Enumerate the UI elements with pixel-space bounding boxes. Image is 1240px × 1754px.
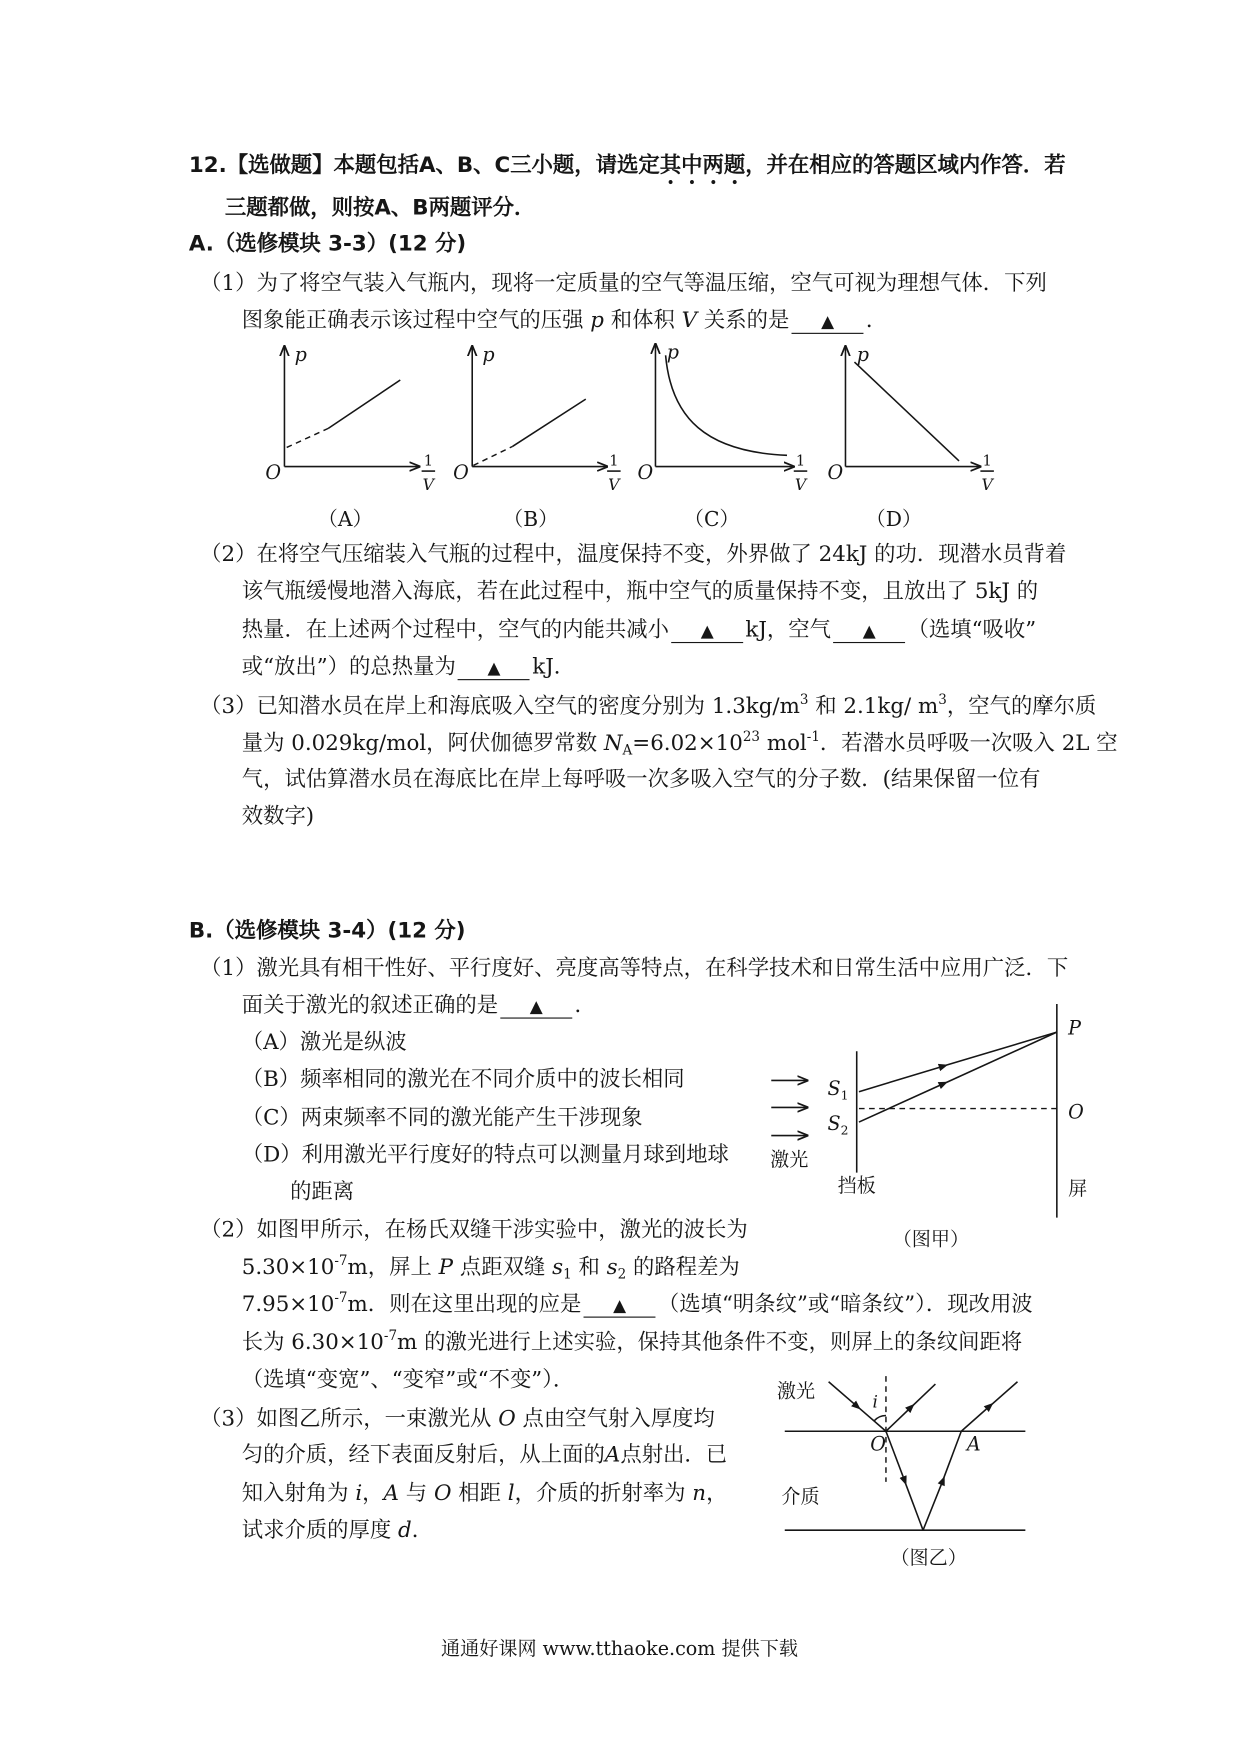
text-run: 匀的介质，经下表面反射后，从上面的 — [241, 1442, 605, 1468]
math-symbol: O — [498, 1406, 516, 1432]
ray-s1-to-p — [942, 1032, 1057, 1066]
math-symbol: s — [552, 1254, 564, 1280]
text-run: mol — [760, 730, 807, 756]
origin-label: O — [637, 460, 654, 484]
slit-1-letter: S — [827, 1077, 841, 1101]
math-symbol: p — [590, 308, 604, 333]
text-run: A.（选修模块 3-3）(12 分) — [188, 231, 467, 257]
superscript: 23 — [742, 728, 761, 745]
ray-s2-to-p — [859, 1083, 944, 1122]
text-run: （选填“明条纹”或“暗条纹”）．现改用波 — [657, 1291, 1033, 1317]
text-run: ． — [865, 308, 888, 333]
text-run: ． — [574, 992, 596, 1018]
refracted-ray — [904, 1481, 923, 1530]
text-run: 气，试估算潜水员在海底比在岸上每呼吸一次多吸入空气的分子数．(结果保留一位有 — [241, 766, 1041, 792]
math-symbol: s — [606, 1254, 618, 1280]
figure-caption: （图乙） — [890, 1545, 967, 1569]
text-run: 和体积 — [603, 308, 682, 333]
superscript: 3 — [799, 691, 809, 708]
math-symbol: A — [383, 1480, 399, 1506]
text-run: 知入射角为 — [241, 1480, 356, 1506]
slit-2-letter: S — [827, 1111, 841, 1135]
text-run: kJ． — [532, 654, 576, 680]
text-run: =6.02×10 — [632, 730, 743, 756]
math-symbol: V — [681, 308, 698, 333]
text-run: （2）如图甲所示，在杨氏双缝干涉实验中，激光的波长为 — [200, 1217, 748, 1243]
text-run: 点距双缝 — [453, 1254, 553, 1280]
graph-a — [265, 343, 435, 531]
text-run: 7.95×10 — [241, 1291, 335, 1317]
incident-ray — [829, 1382, 858, 1407]
refracted-ray — [886, 1431, 905, 1482]
origin-label: O — [827, 460, 844, 484]
superscript: -7 — [334, 1289, 348, 1306]
math-symbol: d — [398, 1517, 412, 1543]
text-run: 热量．在上述两个过程中，空气的内能共减小 — [241, 617, 669, 642]
point-o-label: O — [870, 1432, 886, 1456]
text-run: （A）激光是纵波 — [241, 1029, 407, 1055]
math-symbol: n — [692, 1480, 707, 1506]
ray-s1-to-p — [859, 1066, 944, 1092]
superscript: 3 — [938, 691, 947, 708]
text-run: 试求介质的厚度 — [241, 1517, 399, 1543]
superscript: -1 — [806, 728, 820, 745]
subscript: A — [622, 742, 633, 758]
y-axis-label: p — [294, 342, 307, 366]
text-run: ，空气的摩尔质 — [946, 693, 1097, 719]
math-symbol: i — [355, 1480, 363, 1506]
angle-label: i — [872, 1391, 878, 1412]
text-run: （1）激光具有相干性好、平行度好、亮度高等特点，在科学技术和日常生活中应用广泛．下 — [200, 955, 1069, 981]
text-run: ，介质的折射率为 — [514, 1480, 693, 1506]
figure-double-slit — [770, 1004, 1087, 1251]
reflected-ray — [886, 1406, 912, 1431]
text-run: 三题都做，则按A、B两题评分． — [224, 195, 536, 221]
graph-caption: （D） — [865, 507, 923, 532]
figure-caption: （图甲） — [892, 1227, 970, 1251]
text-run: 5.30×10 — [241, 1254, 335, 1280]
graph-caption: （B） — [503, 507, 559, 532]
text-run: 长为 6.30×10 — [241, 1330, 384, 1355]
dashed-extension — [473, 446, 512, 465]
text-run: ，并在相应的答题区域内作答．若 — [745, 152, 1066, 178]
math-symbol: N — [603, 730, 623, 756]
text-run: （选填“吸收” — [907, 617, 1037, 642]
text-run: m．则在这里出现的应是 — [347, 1291, 582, 1317]
incident-ray — [857, 1406, 886, 1431]
ray-s2-to-p — [942, 1032, 1057, 1084]
medium-label: 介质 — [781, 1485, 820, 1509]
superscript: -7 — [334, 1252, 348, 1269]
text-run: 和 2.1kg/ m — [808, 693, 939, 719]
text-run: （C）两束频率不同的激光能产生干涉现象 — [241, 1105, 643, 1130]
answer-blank: ▲ — [833, 619, 905, 643]
figure-medium-reflection — [777, 1376, 1025, 1569]
graph-c — [637, 341, 807, 532]
text-run: （2）在将空气压缩装入气瓶的过程中，温度保持不变，外界做了 24kJ 的功．现潜水员背着 — [200, 541, 1067, 567]
text-run: （D）利用激光平行度好的特点可以测量月球到地球 — [241, 1142, 729, 1168]
x-axis-label-numerator: 1 — [609, 452, 619, 470]
y-axis-label: p — [856, 342, 869, 366]
x-axis-label-denominator: V — [422, 475, 435, 495]
dashed-extension — [287, 428, 329, 447]
text-run: （1）为了将空气装入气瓶内，现将一定质量的空气等温压缩，空气可视为理想气体．下列 — [200, 270, 1047, 296]
graph-line — [328, 380, 400, 428]
text-run: 相距 — [451, 1480, 508, 1506]
subscript: 1 — [563, 1265, 572, 1282]
subscript: 2 — [617, 1265, 627, 1282]
origin-label: O — [265, 460, 282, 484]
math-symbol: l — [507, 1480, 515, 1506]
x-axis-label-denominator: V — [794, 475, 807, 495]
text-run: ．若潜水员呼吸一次吸入 2L 空 — [819, 730, 1118, 756]
text-run: 与 — [398, 1480, 434, 1506]
text-run: ． — [411, 1517, 434, 1543]
graph-line — [854, 362, 959, 461]
text-run: 或“放出”）的总热量为 — [241, 654, 456, 680]
bottom-reflected-ray — [943, 1431, 962, 1480]
origin-label: O — [453, 460, 469, 484]
graph-caption: （C） — [683, 507, 740, 532]
y-axis-label: p — [666, 340, 679, 364]
angle-arc — [874, 1415, 886, 1420]
text-run: 效数字) — [241, 803, 315, 829]
text-run: 的距离 — [290, 1179, 355, 1205]
text-run: （B）频率相同的激光在不同介质中的波长相同 — [241, 1066, 685, 1092]
answer-blank: ▲ — [500, 995, 572, 1019]
reflected-ray — [911, 1384, 936, 1408]
graph-curve — [666, 355, 787, 455]
x-axis-label-denominator: V — [981, 475, 993, 495]
text-run: （选填“变宽”、“变窄”或“不变”）． — [241, 1367, 575, 1392]
superscript: -7 — [383, 1327, 398, 1344]
text-run: ， — [706, 1480, 728, 1506]
x-axis-label-denominator: V — [608, 475, 620, 495]
math-symbol: P — [438, 1254, 454, 1280]
graph-line — [513, 399, 586, 446]
answer-blank: ▲ — [792, 310, 864, 334]
laser-label: 激光 — [776, 1379, 816, 1403]
y-axis-label: p — [482, 342, 495, 366]
text-run: 量为 0.029kg/mol，阿伏伽德罗常数 — [241, 730, 604, 756]
exit-ray — [961, 1405, 990, 1431]
text-run: 和 — [571, 1254, 607, 1280]
text-run: 的路程差为 — [626, 1254, 740, 1280]
text-run: 该气瓶缓慢地潜入海底，若在此过程中，瓶中空气的质量保持不变，且放出了 5kJ 的 — [241, 579, 1039, 604]
math-symbol: O — [433, 1480, 452, 1506]
text-run: 面关于激光的叙述正确的是 — [241, 992, 499, 1018]
screen-label: 屏 — [1068, 1177, 1088, 1201]
text-run: ， — [362, 1480, 384, 1506]
text-run: 点由空气射入厚度均 — [515, 1406, 715, 1432]
text-run: （3）已知潜水员在岸上和海底吸入空气的密度分别为 1.3kg/m — [200, 693, 800, 719]
text-run: kJ，空气 — [745, 617, 832, 642]
slit-1-label — [827, 1077, 848, 1102]
barrier-label: 挡板 — [837, 1173, 876, 1197]
page-footer: 通通好课网 www.tthaoke.com 提供下载 — [441, 1638, 798, 1661]
text-run: m 的激光进行上述实验，保持其他条件不变，则屏上的条纹间距将 — [397, 1330, 1023, 1355]
graph-d — [827, 343, 994, 531]
slit-2-label — [827, 1112, 848, 1137]
graph-b — [453, 343, 621, 531]
laser-label: 激光 — [770, 1147, 809, 1171]
text-run: 图象能正确表示该过程中空气的压强 — [241, 308, 591, 333]
text-run: m，屏上 — [347, 1254, 439, 1280]
x-axis-label-numerator: 1 — [795, 452, 806, 470]
bottom-reflected-ray — [923, 1480, 943, 1531]
emphasis-text: 其中两题 — [659, 152, 746, 178]
exit-ray — [989, 1382, 1017, 1407]
point-a-label: A — [966, 1432, 981, 1456]
text-run: 点射出．已 — [620, 1442, 728, 1468]
x-axis-label-numerator: 1 — [982, 452, 992, 470]
math-symbol: A — [604, 1442, 621, 1468]
point-p-label: P — [1068, 1016, 1081, 1040]
text-run: 12.【选做题】本题包括A、B、C三小题，请选定 — [188, 152, 660, 178]
text-run: 关系的是 — [697, 308, 790, 333]
text-run: （3）如图乙所示，一束激光从 — [200, 1406, 499, 1432]
slit-1-subscript: 1 — [840, 1088, 849, 1103]
slit-2-subscript: 2 — [840, 1123, 849, 1138]
answer-blank: ▲ — [458, 657, 530, 681]
answer-blank: ▲ — [584, 1294, 656, 1318]
text-run: B.（选修模块 3-4）(12 分) — [188, 918, 466, 944]
x-axis-label-numerator: 1 — [423, 452, 434, 470]
point-o-label: O — [1068, 1100, 1084, 1124]
answer-blank: ▲ — [671, 619, 743, 643]
graph-caption: （A） — [317, 507, 373, 532]
